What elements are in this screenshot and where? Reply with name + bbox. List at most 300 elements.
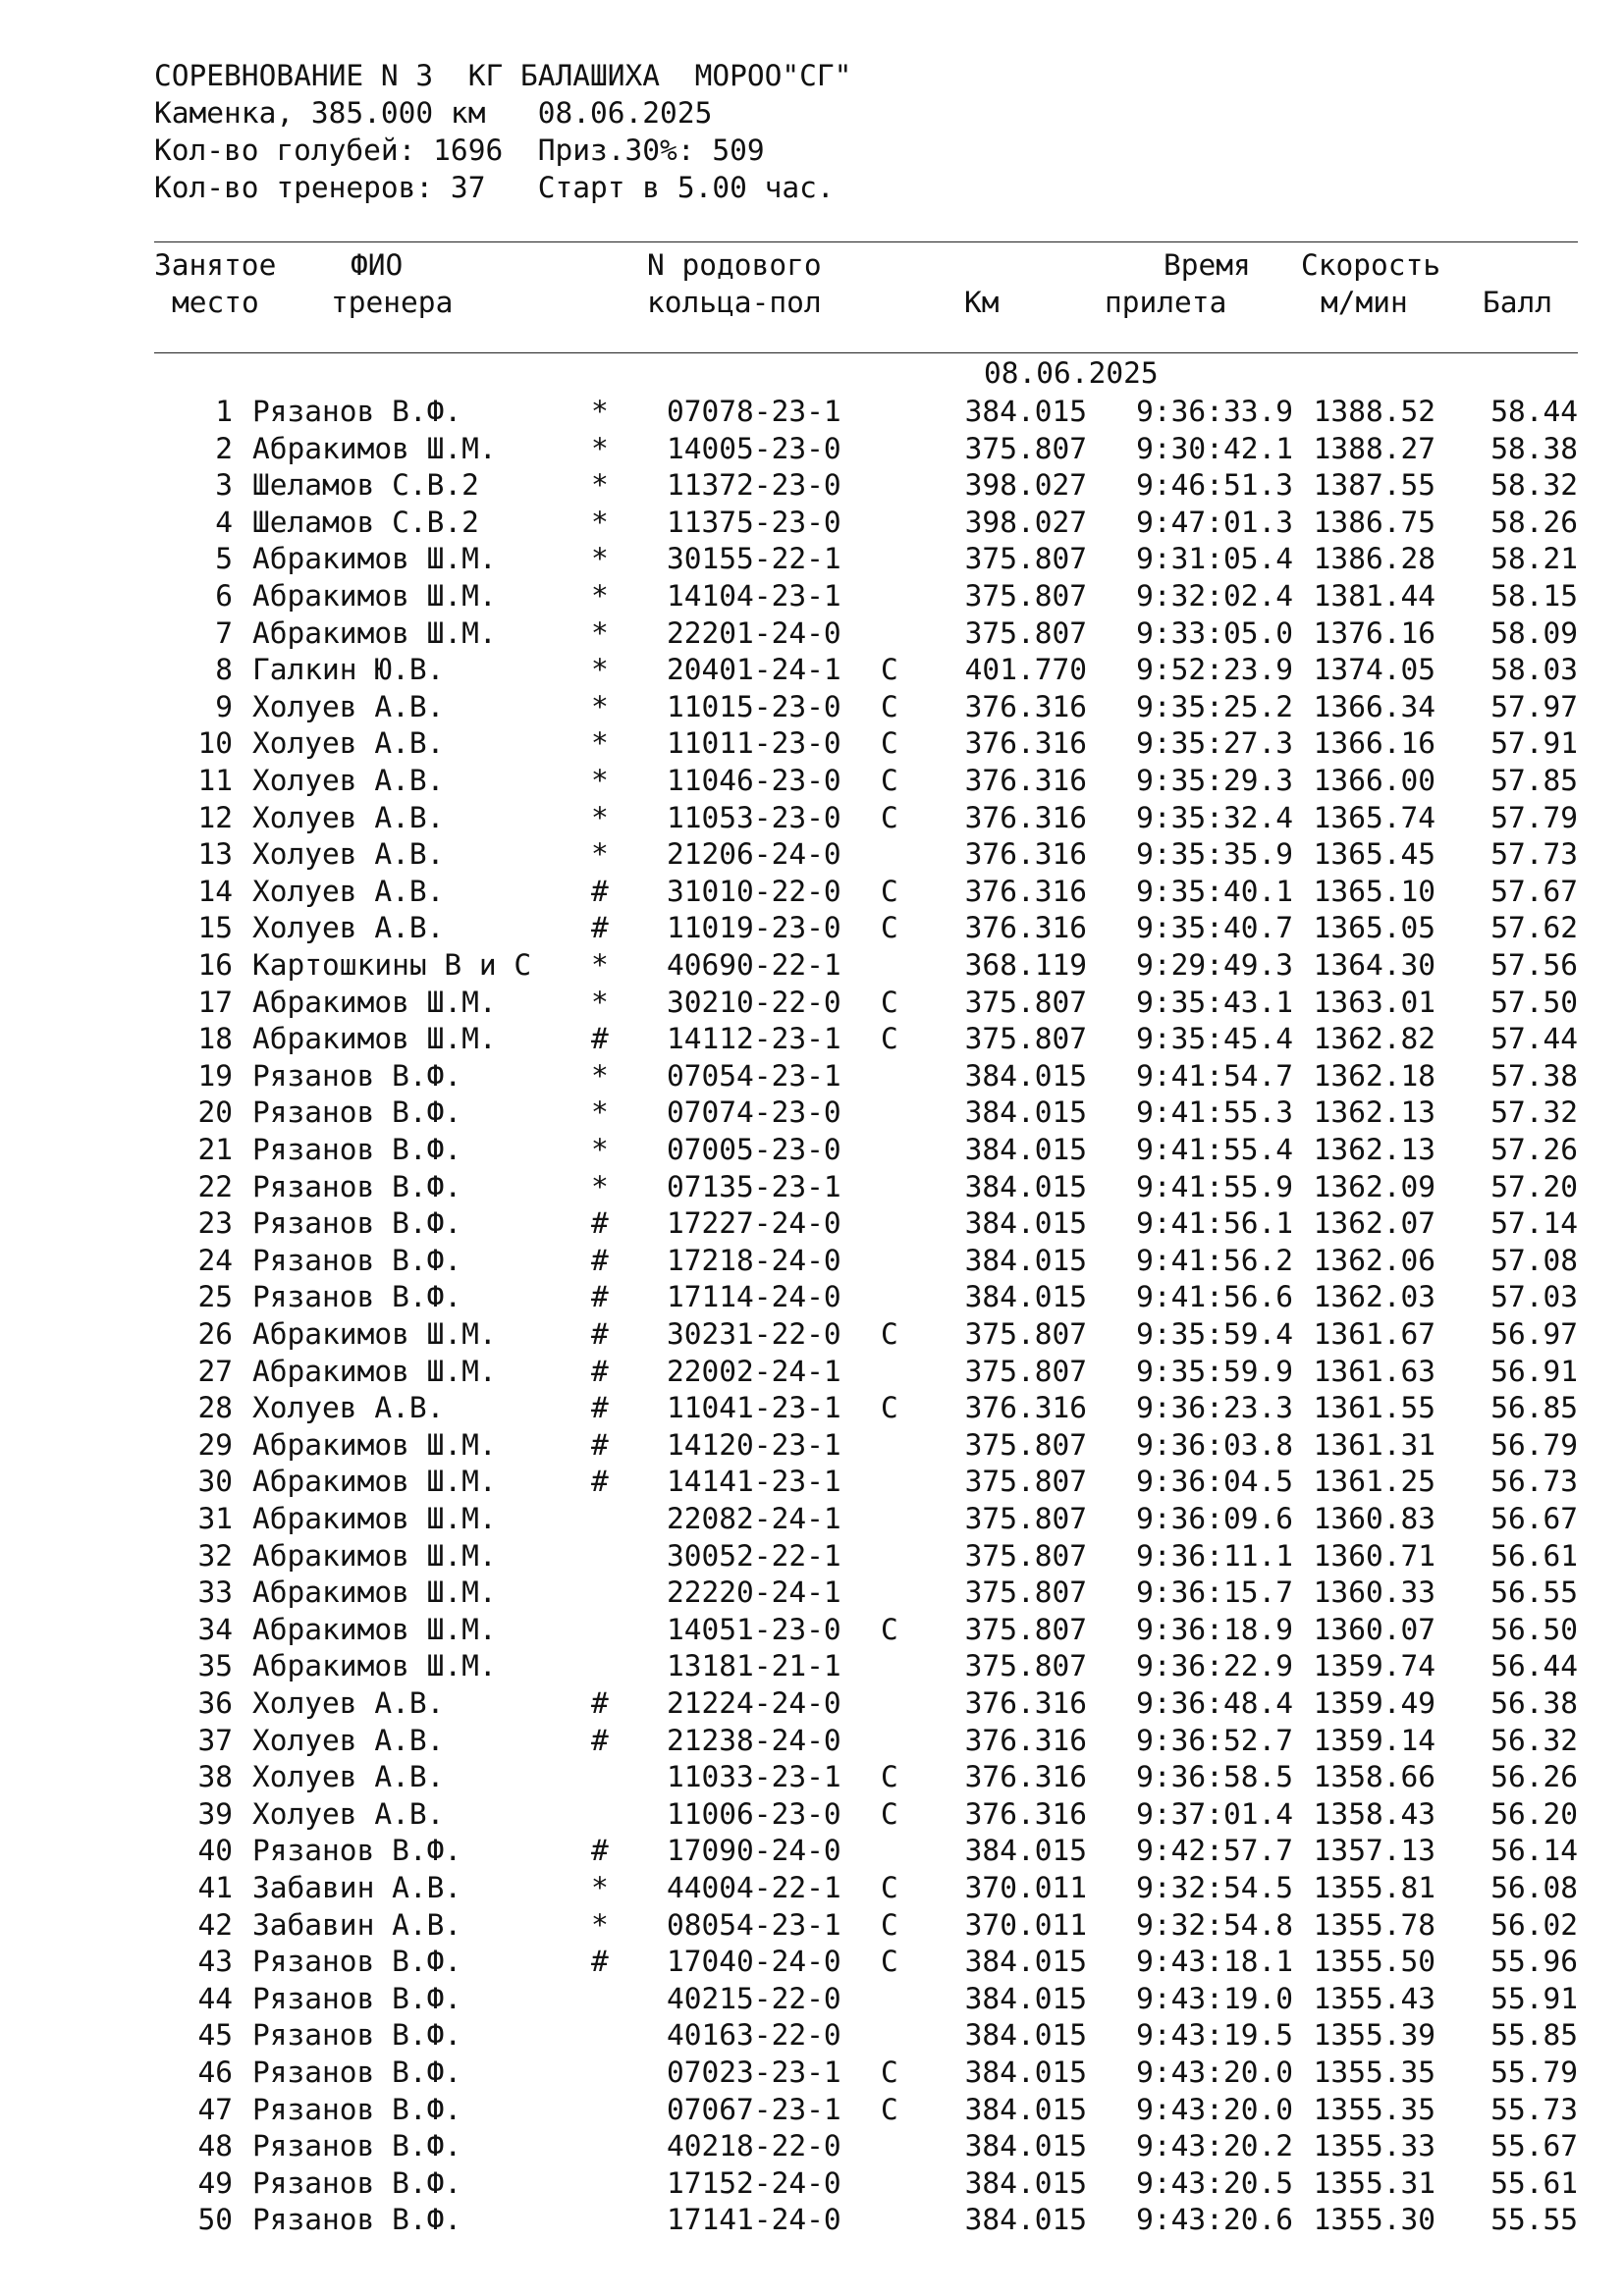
cell-name: Рязанов В.Ф. bbox=[252, 1280, 462, 1314]
cell-name: Абракимов Ш.М. bbox=[252, 1612, 497, 1646]
col-place-header-1: Занятое bbox=[154, 248, 277, 282]
cell-time: 9:43:20.0 bbox=[1136, 2092, 1293, 2126]
cell-speed: 1366.34 bbox=[1313, 689, 1435, 723]
cell-score: 57.97 bbox=[1490, 689, 1578, 723]
cell-speed: 1365.74 bbox=[1313, 800, 1435, 834]
table-row bbox=[154, 1906, 1578, 1944]
cell-place: 7 bbox=[215, 615, 233, 650]
cell-place: 1 bbox=[215, 395, 233, 428]
cell-time: 9:32:02.4 bbox=[1136, 579, 1293, 613]
cell-mark: # bbox=[591, 1465, 609, 1499]
cell-mark: # bbox=[591, 1686, 609, 1720]
cell-ring: 22201-24-0 bbox=[667, 615, 841, 650]
cell-km: 384.015 bbox=[964, 1834, 1087, 1868]
cell-time: 9:36:23.3 bbox=[1136, 1391, 1293, 1425]
cell-place: 36 bbox=[197, 1686, 233, 1720]
table-row bbox=[154, 873, 1578, 910]
cell-name: Абракимов Ш.М. bbox=[252, 1022, 497, 1056]
table-row bbox=[154, 1980, 1578, 2017]
cell-name: Рязанов В.Ф. bbox=[252, 2165, 462, 2200]
cell-mark: * bbox=[591, 1907, 609, 1942]
cell-mark: # bbox=[591, 1280, 609, 1314]
cell-km: 375.807 bbox=[964, 1465, 1087, 1499]
cell-km: 384.015 bbox=[964, 2165, 1087, 2200]
col-km-header: Км bbox=[964, 286, 1000, 319]
cell-time: 9:35:27.3 bbox=[1136, 726, 1293, 761]
cell-place: 40 bbox=[197, 1834, 233, 1868]
table-row bbox=[154, 1094, 1578, 1131]
table-row bbox=[154, 1869, 1578, 1906]
cell-name: Рязанов В.Ф. bbox=[252, 1133, 462, 1166]
table-row bbox=[154, 1832, 1578, 1869]
cell-name: Холуев А.В. bbox=[252, 1760, 445, 1794]
cell-score: 57.32 bbox=[1490, 1095, 1578, 1130]
table-row bbox=[154, 946, 1578, 984]
cell-score: 58.32 bbox=[1490, 468, 1578, 503]
cell-name: Рязанов В.Ф. bbox=[252, 2018, 462, 2053]
cell-sex: C bbox=[881, 1760, 898, 1794]
date-separator: 08.06.2025 bbox=[984, 356, 1159, 390]
pigeon-count-line: Кол-во голубей: 1696 Приз.30%: 509 bbox=[154, 133, 765, 167]
cell-ring: 07067-23-1 bbox=[667, 2092, 841, 2126]
table-row bbox=[154, 799, 1578, 836]
cell-place: 15 bbox=[197, 911, 233, 945]
cell-time: 9:35:59.9 bbox=[1136, 1354, 1293, 1388]
cell-km: 375.807 bbox=[964, 1575, 1087, 1610]
trainer-count-line: Кол-во тренеров: 37 Старт в 5.00 час. bbox=[154, 171, 835, 204]
cell-ring: 14005-23-0 bbox=[667, 431, 841, 465]
table-row bbox=[154, 909, 1578, 946]
table-row bbox=[154, 1315, 1578, 1353]
cell-km: 370.011 bbox=[964, 1871, 1087, 1904]
cell-time: 9:43:18.1 bbox=[1136, 1945, 1293, 1979]
cell-score: 56.67 bbox=[1490, 1502, 1578, 1535]
cell-sex: C bbox=[881, 1796, 898, 1831]
cell-name: Холуев А.В. bbox=[252, 800, 445, 834]
cell-km: 375.807 bbox=[964, 615, 1087, 650]
cell-score: 58.38 bbox=[1490, 431, 1578, 465]
table-row bbox=[154, 1278, 1578, 1315]
cell-place: 29 bbox=[197, 1427, 233, 1462]
cell-km: 375.807 bbox=[964, 579, 1087, 613]
cell-name: Холуев А.В. bbox=[252, 1686, 445, 1720]
table-row bbox=[154, 724, 1578, 762]
table-row bbox=[154, 504, 1578, 541]
cell-mark: * bbox=[591, 726, 609, 761]
cell-score: 57.79 bbox=[1490, 800, 1578, 834]
cell-score: 55.96 bbox=[1490, 1945, 1578, 1979]
cell-score: 55.61 bbox=[1490, 2165, 1578, 2200]
cell-place: 22 bbox=[197, 1169, 233, 1203]
cell-km: 376.316 bbox=[964, 726, 1087, 761]
cell-name: Холуев А.В. bbox=[252, 764, 445, 797]
cell-km: 384.015 bbox=[964, 1243, 1087, 1277]
cell-speed: 1365.10 bbox=[1313, 874, 1435, 908]
col-score-header: Балл bbox=[1483, 286, 1553, 319]
cell-sex: C bbox=[881, 689, 898, 723]
cell-km: 375.807 bbox=[964, 1649, 1087, 1683]
cell-speed: 1355.35 bbox=[1313, 2092, 1435, 2126]
cell-mark: * bbox=[591, 1169, 609, 1203]
cell-name: Рязанов В.Ф. bbox=[252, 1206, 462, 1241]
cell-name: Абракимов Ш.М. bbox=[252, 615, 497, 650]
cell-mark: # bbox=[591, 911, 609, 945]
cell-score: 56.97 bbox=[1490, 1317, 1578, 1351]
cell-mark: * bbox=[591, 1133, 609, 1166]
cell-ring: 14112-23-1 bbox=[667, 1022, 841, 1056]
cell-ring: 14051-23-0 bbox=[667, 1612, 841, 1646]
cell-km: 384.015 bbox=[964, 2056, 1087, 2089]
cell-place: 31 bbox=[197, 1502, 233, 1535]
col-time-header-2: прилета bbox=[1105, 286, 1227, 319]
cell-sex: C bbox=[881, 726, 898, 761]
cell-km: 375.807 bbox=[964, 985, 1087, 1019]
cell-speed: 1355.78 bbox=[1313, 1907, 1435, 1942]
cell-name: Абракимов Ш.М. bbox=[252, 579, 497, 613]
col-name-header-2: тренера bbox=[331, 286, 454, 319]
table-row bbox=[154, 1722, 1578, 1759]
cell-ring: 07078-23-1 bbox=[667, 395, 841, 428]
cell-time: 9:35:45.4 bbox=[1136, 1022, 1293, 1056]
cell-time: 9:35:25.2 bbox=[1136, 689, 1293, 723]
table-row bbox=[154, 1426, 1578, 1464]
cell-ring: 21206-24-0 bbox=[667, 837, 841, 872]
cell-speed: 1360.83 bbox=[1313, 1502, 1435, 1535]
cell-name: Рязанов В.Ф. bbox=[252, 2092, 462, 2126]
cell-speed: 1360.07 bbox=[1313, 1612, 1435, 1646]
cell-name: Холуев А.В. bbox=[252, 837, 445, 872]
cell-score: 57.85 bbox=[1490, 764, 1578, 797]
cell-time: 9:36:04.5 bbox=[1136, 1465, 1293, 1499]
cell-time: 9:41:54.7 bbox=[1136, 1058, 1293, 1093]
cell-speed: 1361.25 bbox=[1313, 1465, 1435, 1499]
cell-name: Рязанов В.Ф. bbox=[252, 1243, 462, 1277]
cell-ring: 17152-24-0 bbox=[667, 2165, 841, 2200]
cell-km: 376.316 bbox=[964, 689, 1087, 723]
cell-speed: 1362.13 bbox=[1313, 1095, 1435, 1130]
cell-sex: C bbox=[881, 1317, 898, 1351]
table-row bbox=[154, 466, 1578, 504]
cell-speed: 1362.18 bbox=[1313, 1058, 1435, 1093]
table-row bbox=[154, 1500, 1578, 1537]
cell-km: 384.015 bbox=[964, 1058, 1087, 1093]
cell-speed: 1361.55 bbox=[1313, 1391, 1435, 1425]
cell-mark: * bbox=[591, 1871, 609, 1904]
cell-score: 57.44 bbox=[1490, 1022, 1578, 1056]
cell-sex: C bbox=[881, 653, 898, 687]
cell-score: 58.21 bbox=[1490, 542, 1578, 576]
cell-ring: 40163-22-0 bbox=[667, 2018, 841, 2053]
cell-km: 384.015 bbox=[964, 1169, 1087, 1203]
cell-ring: 17090-24-0 bbox=[667, 1834, 841, 1868]
cell-score: 55.55 bbox=[1490, 2203, 1578, 2237]
header-rule bbox=[154, 352, 1578, 353]
cell-ring: 11015-23-0 bbox=[667, 689, 841, 723]
cell-speed: 1359.14 bbox=[1313, 1723, 1435, 1757]
cell-ring: 11011-23-0 bbox=[667, 726, 841, 761]
cell-score: 57.38 bbox=[1490, 1058, 1578, 1093]
table-row bbox=[154, 1795, 1578, 1833]
cell-score: 57.67 bbox=[1490, 874, 1578, 908]
cell-place: 5 bbox=[215, 542, 233, 576]
cell-mark: * bbox=[591, 800, 609, 834]
cell-km: 384.015 bbox=[964, 1280, 1087, 1314]
cell-place: 32 bbox=[197, 1538, 233, 1573]
cell-speed: 1362.82 bbox=[1313, 1022, 1435, 1056]
cell-place: 16 bbox=[197, 948, 233, 982]
cell-speed: 1355.31 bbox=[1313, 2165, 1435, 2200]
cell-name: Рязанов В.Ф. bbox=[252, 1945, 462, 1979]
cell-place: 25 bbox=[197, 1280, 233, 1314]
cell-time: 9:43:20.5 bbox=[1136, 2165, 1293, 2200]
cell-ring: 14104-23-1 bbox=[667, 579, 841, 613]
cell-score: 56.26 bbox=[1490, 1760, 1578, 1794]
cell-name: Абракимов Ш.М. bbox=[252, 1465, 497, 1499]
cell-score: 55.79 bbox=[1490, 2056, 1578, 2089]
release-point-line: Каменка, 385.000 км 08.06.2025 bbox=[154, 96, 713, 130]
cell-place: 34 bbox=[197, 1612, 233, 1646]
cell-score: 56.73 bbox=[1490, 1465, 1578, 1499]
cell-km: 384.015 bbox=[964, 1095, 1087, 1130]
cell-mark: # bbox=[591, 1317, 609, 1351]
cell-sex: C bbox=[881, 1612, 898, 1646]
cell-place: 19 bbox=[197, 1058, 233, 1093]
cell-km: 384.015 bbox=[964, 395, 1087, 428]
cell-time: 9:36:15.7 bbox=[1136, 1575, 1293, 1610]
cell-sex: C bbox=[881, 1945, 898, 1979]
cell-km: 376.316 bbox=[964, 764, 1087, 797]
col-ring-header-1: N родового bbox=[647, 248, 822, 282]
cell-score: 56.79 bbox=[1490, 1427, 1578, 1462]
cell-score: 56.14 bbox=[1490, 1834, 1578, 1868]
cell-place: 9 bbox=[215, 689, 233, 723]
cell-speed: 1360.33 bbox=[1313, 1575, 1435, 1610]
cell-place: 3 bbox=[215, 468, 233, 503]
cell-name: Забавин А.В. bbox=[252, 1871, 462, 1904]
cell-place: 27 bbox=[197, 1354, 233, 1388]
cell-speed: 1362.03 bbox=[1313, 1280, 1435, 1314]
cell-speed: 1374.05 bbox=[1313, 653, 1435, 687]
cell-time: 9:30:42.1 bbox=[1136, 431, 1293, 465]
cell-score: 57.56 bbox=[1490, 948, 1578, 982]
cell-sex: C bbox=[881, 2092, 898, 2126]
cell-name: Абракимов Ш.М. bbox=[252, 1427, 497, 1462]
cell-ring: 30155-22-1 bbox=[667, 542, 841, 576]
cell-ring: 11375-23-0 bbox=[667, 505, 841, 539]
cell-mark: * bbox=[591, 615, 609, 650]
cell-mark: * bbox=[591, 542, 609, 576]
cell-time: 9:32:54.5 bbox=[1136, 1871, 1293, 1904]
cell-sex: C bbox=[881, 1391, 898, 1425]
cell-place: 35 bbox=[197, 1649, 233, 1683]
cell-mark: * bbox=[591, 764, 609, 797]
cell-time: 9:41:55.9 bbox=[1136, 1169, 1293, 1203]
cell-place: 4 bbox=[215, 505, 233, 539]
cell-sex: C bbox=[881, 764, 898, 797]
cell-mark: # bbox=[591, 1022, 609, 1056]
cell-time: 9:36:48.4 bbox=[1136, 1686, 1293, 1720]
cell-score: 57.08 bbox=[1490, 1243, 1578, 1277]
cell-ring: 14120-23-1 bbox=[667, 1427, 841, 1462]
cell-place: 12 bbox=[197, 800, 233, 834]
cell-ring: 17218-24-0 bbox=[667, 1243, 841, 1277]
cell-name: Рязанов В.Ф. bbox=[252, 1169, 462, 1203]
cell-time: 9:35:29.3 bbox=[1136, 764, 1293, 797]
table-row bbox=[154, 835, 1578, 873]
cell-ring: 13181-21-1 bbox=[667, 1649, 841, 1683]
cell-speed: 1388.52 bbox=[1313, 395, 1435, 428]
cell-speed: 1363.01 bbox=[1313, 985, 1435, 1019]
cell-speed: 1362.07 bbox=[1313, 1206, 1435, 1241]
table-row bbox=[154, 984, 1578, 1021]
cell-km: 384.015 bbox=[964, 1981, 1087, 2015]
cell-name: Рязанов В.Ф. bbox=[252, 1058, 462, 1093]
cell-ring: 11006-23-0 bbox=[667, 1796, 841, 1831]
cell-ring: 17141-24-0 bbox=[667, 2203, 841, 2237]
cell-time: 9:35:35.9 bbox=[1136, 837, 1293, 872]
table-row bbox=[154, 1684, 1578, 1722]
cell-sex: C bbox=[881, 2056, 898, 2089]
table-row bbox=[154, 2164, 1578, 2202]
cell-place: 49 bbox=[197, 2165, 233, 2200]
col-time-header-1: Время bbox=[1164, 248, 1251, 282]
cell-sex: C bbox=[881, 985, 898, 1019]
cell-km: 384.015 bbox=[964, 1206, 1087, 1241]
cell-speed: 1355.35 bbox=[1313, 2056, 1435, 2089]
cell-time: 9:37:01.4 bbox=[1136, 1796, 1293, 1831]
cell-place: 26 bbox=[197, 1317, 233, 1351]
table-row bbox=[154, 2201, 1578, 2238]
table-row bbox=[154, 1204, 1578, 1242]
table-row bbox=[154, 2127, 1578, 2164]
cell-time: 9:35:43.1 bbox=[1136, 985, 1293, 1019]
cell-mark: * bbox=[591, 948, 609, 982]
cell-score: 57.26 bbox=[1490, 1133, 1578, 1166]
table-row bbox=[154, 1647, 1578, 1684]
cell-score: 56.32 bbox=[1490, 1723, 1578, 1757]
cell-sex: C bbox=[881, 911, 898, 945]
cell-time: 9:36:33.9 bbox=[1136, 395, 1293, 428]
cell-ring: 11046-23-0 bbox=[667, 764, 841, 797]
cell-score: 57.73 bbox=[1490, 837, 1578, 872]
cell-place: 24 bbox=[197, 1243, 233, 1277]
cell-time: 9:43:20.2 bbox=[1136, 2129, 1293, 2163]
cell-time: 9:35:40.1 bbox=[1136, 874, 1293, 908]
cell-km: 376.316 bbox=[964, 837, 1087, 872]
cell-place: 38 bbox=[197, 1760, 233, 1794]
cell-time: 9:35:32.4 bbox=[1136, 800, 1293, 834]
cell-mark: * bbox=[591, 837, 609, 872]
cell-ring: 22220-24-1 bbox=[667, 1575, 841, 1610]
cell-mark: # bbox=[591, 1243, 609, 1277]
cell-place: 14 bbox=[197, 874, 233, 908]
cell-score: 56.02 bbox=[1490, 1907, 1578, 1942]
table-row bbox=[154, 1168, 1578, 1205]
cell-place: 11 bbox=[197, 764, 233, 797]
cell-sex: C bbox=[881, 800, 898, 834]
cell-ring: 21224-24-0 bbox=[667, 1686, 841, 1720]
cell-place: 37 bbox=[197, 1723, 233, 1757]
cell-place: 45 bbox=[197, 2018, 233, 2053]
cell-speed: 1361.31 bbox=[1313, 1427, 1435, 1462]
cell-score: 56.20 bbox=[1490, 1796, 1578, 1831]
cell-name: Холуев А.В. bbox=[252, 874, 445, 908]
cell-ring: 07005-23-0 bbox=[667, 1133, 841, 1166]
cell-ring: 20401-24-1 bbox=[667, 653, 841, 687]
cell-name: Рязанов В.Ф. bbox=[252, 2129, 462, 2163]
cell-ring: 17114-24-0 bbox=[667, 1280, 841, 1314]
cell-place: 21 bbox=[197, 1133, 233, 1166]
cell-place: 44 bbox=[197, 1981, 233, 2015]
cell-score: 55.67 bbox=[1490, 2129, 1578, 2163]
cell-ring: 07074-23-0 bbox=[667, 1095, 841, 1130]
cell-place: 13 bbox=[197, 837, 233, 872]
cell-ring: 30231-22-0 bbox=[667, 1317, 841, 1351]
cell-mark: * bbox=[591, 689, 609, 723]
cell-km: 375.807 bbox=[964, 1354, 1087, 1388]
cell-ring: 17040-24-0 bbox=[667, 1945, 841, 1979]
cell-score: 55.73 bbox=[1490, 2092, 1578, 2126]
cell-mark: # bbox=[591, 1354, 609, 1388]
table-row bbox=[154, 540, 1578, 577]
table-row bbox=[154, 1353, 1578, 1390]
cell-ring: 07023-23-1 bbox=[667, 2056, 841, 2089]
cell-ring: 11372-23-0 bbox=[667, 468, 841, 503]
cell-time: 9:35:40.7 bbox=[1136, 911, 1293, 945]
cell-name: Картошкины В и С bbox=[252, 948, 532, 982]
cell-time: 9:41:55.3 bbox=[1136, 1095, 1293, 1130]
col-place-header-2: место bbox=[172, 286, 259, 319]
cell-name: Абракимов Ш.М. bbox=[252, 1317, 497, 1351]
cell-score: 56.38 bbox=[1490, 1686, 1578, 1720]
cell-km: 375.807 bbox=[964, 1502, 1087, 1535]
cell-time: 9:46:51.3 bbox=[1136, 468, 1293, 503]
cell-mark: # bbox=[591, 1834, 609, 1868]
cell-ring: 31010-22-0 bbox=[667, 874, 841, 908]
cell-ring: 21238-24-0 bbox=[667, 1723, 841, 1757]
cell-name: Галкин Ю.В. bbox=[252, 653, 445, 687]
cell-speed: 1355.33 bbox=[1313, 2129, 1435, 2163]
cell-score: 58.09 bbox=[1490, 615, 1578, 650]
cell-mark: # bbox=[591, 1206, 609, 1241]
cell-name: Абракимов Ш.М. bbox=[252, 431, 497, 465]
col-speed-header-1: Скорость bbox=[1301, 248, 1441, 282]
cell-km: 401.770 bbox=[964, 653, 1087, 687]
cell-km: 376.316 bbox=[964, 874, 1087, 908]
cell-km: 398.027 bbox=[964, 468, 1087, 503]
cell-name: Абракимов Ш.М. bbox=[252, 1649, 497, 1683]
cell-mark: * bbox=[591, 985, 609, 1019]
cell-speed: 1365.05 bbox=[1313, 911, 1435, 945]
cell-name: Абракимов Ш.М. bbox=[252, 1354, 497, 1388]
cell-mark: * bbox=[591, 505, 609, 539]
cell-score: 56.44 bbox=[1490, 1649, 1578, 1683]
cell-speed: 1358.43 bbox=[1313, 1796, 1435, 1831]
cell-place: 10 bbox=[197, 726, 233, 761]
cell-speed: 1362.13 bbox=[1313, 1133, 1435, 1166]
cell-speed: 1362.09 bbox=[1313, 1169, 1435, 1203]
cell-time: 9:43:19.0 bbox=[1136, 1981, 1293, 2015]
cell-score: 56.61 bbox=[1490, 1538, 1578, 1573]
cell-mark: # bbox=[591, 1391, 609, 1425]
cell-km: 376.316 bbox=[964, 1686, 1087, 1720]
cell-place: 6 bbox=[215, 579, 233, 613]
table-row bbox=[154, 2054, 1578, 2091]
table-row bbox=[154, 762, 1578, 799]
cell-name: Холуев А.В. bbox=[252, 911, 445, 945]
cell-ring: 30210-22-0 bbox=[667, 985, 841, 1019]
cell-place: 39 bbox=[197, 1796, 233, 1831]
